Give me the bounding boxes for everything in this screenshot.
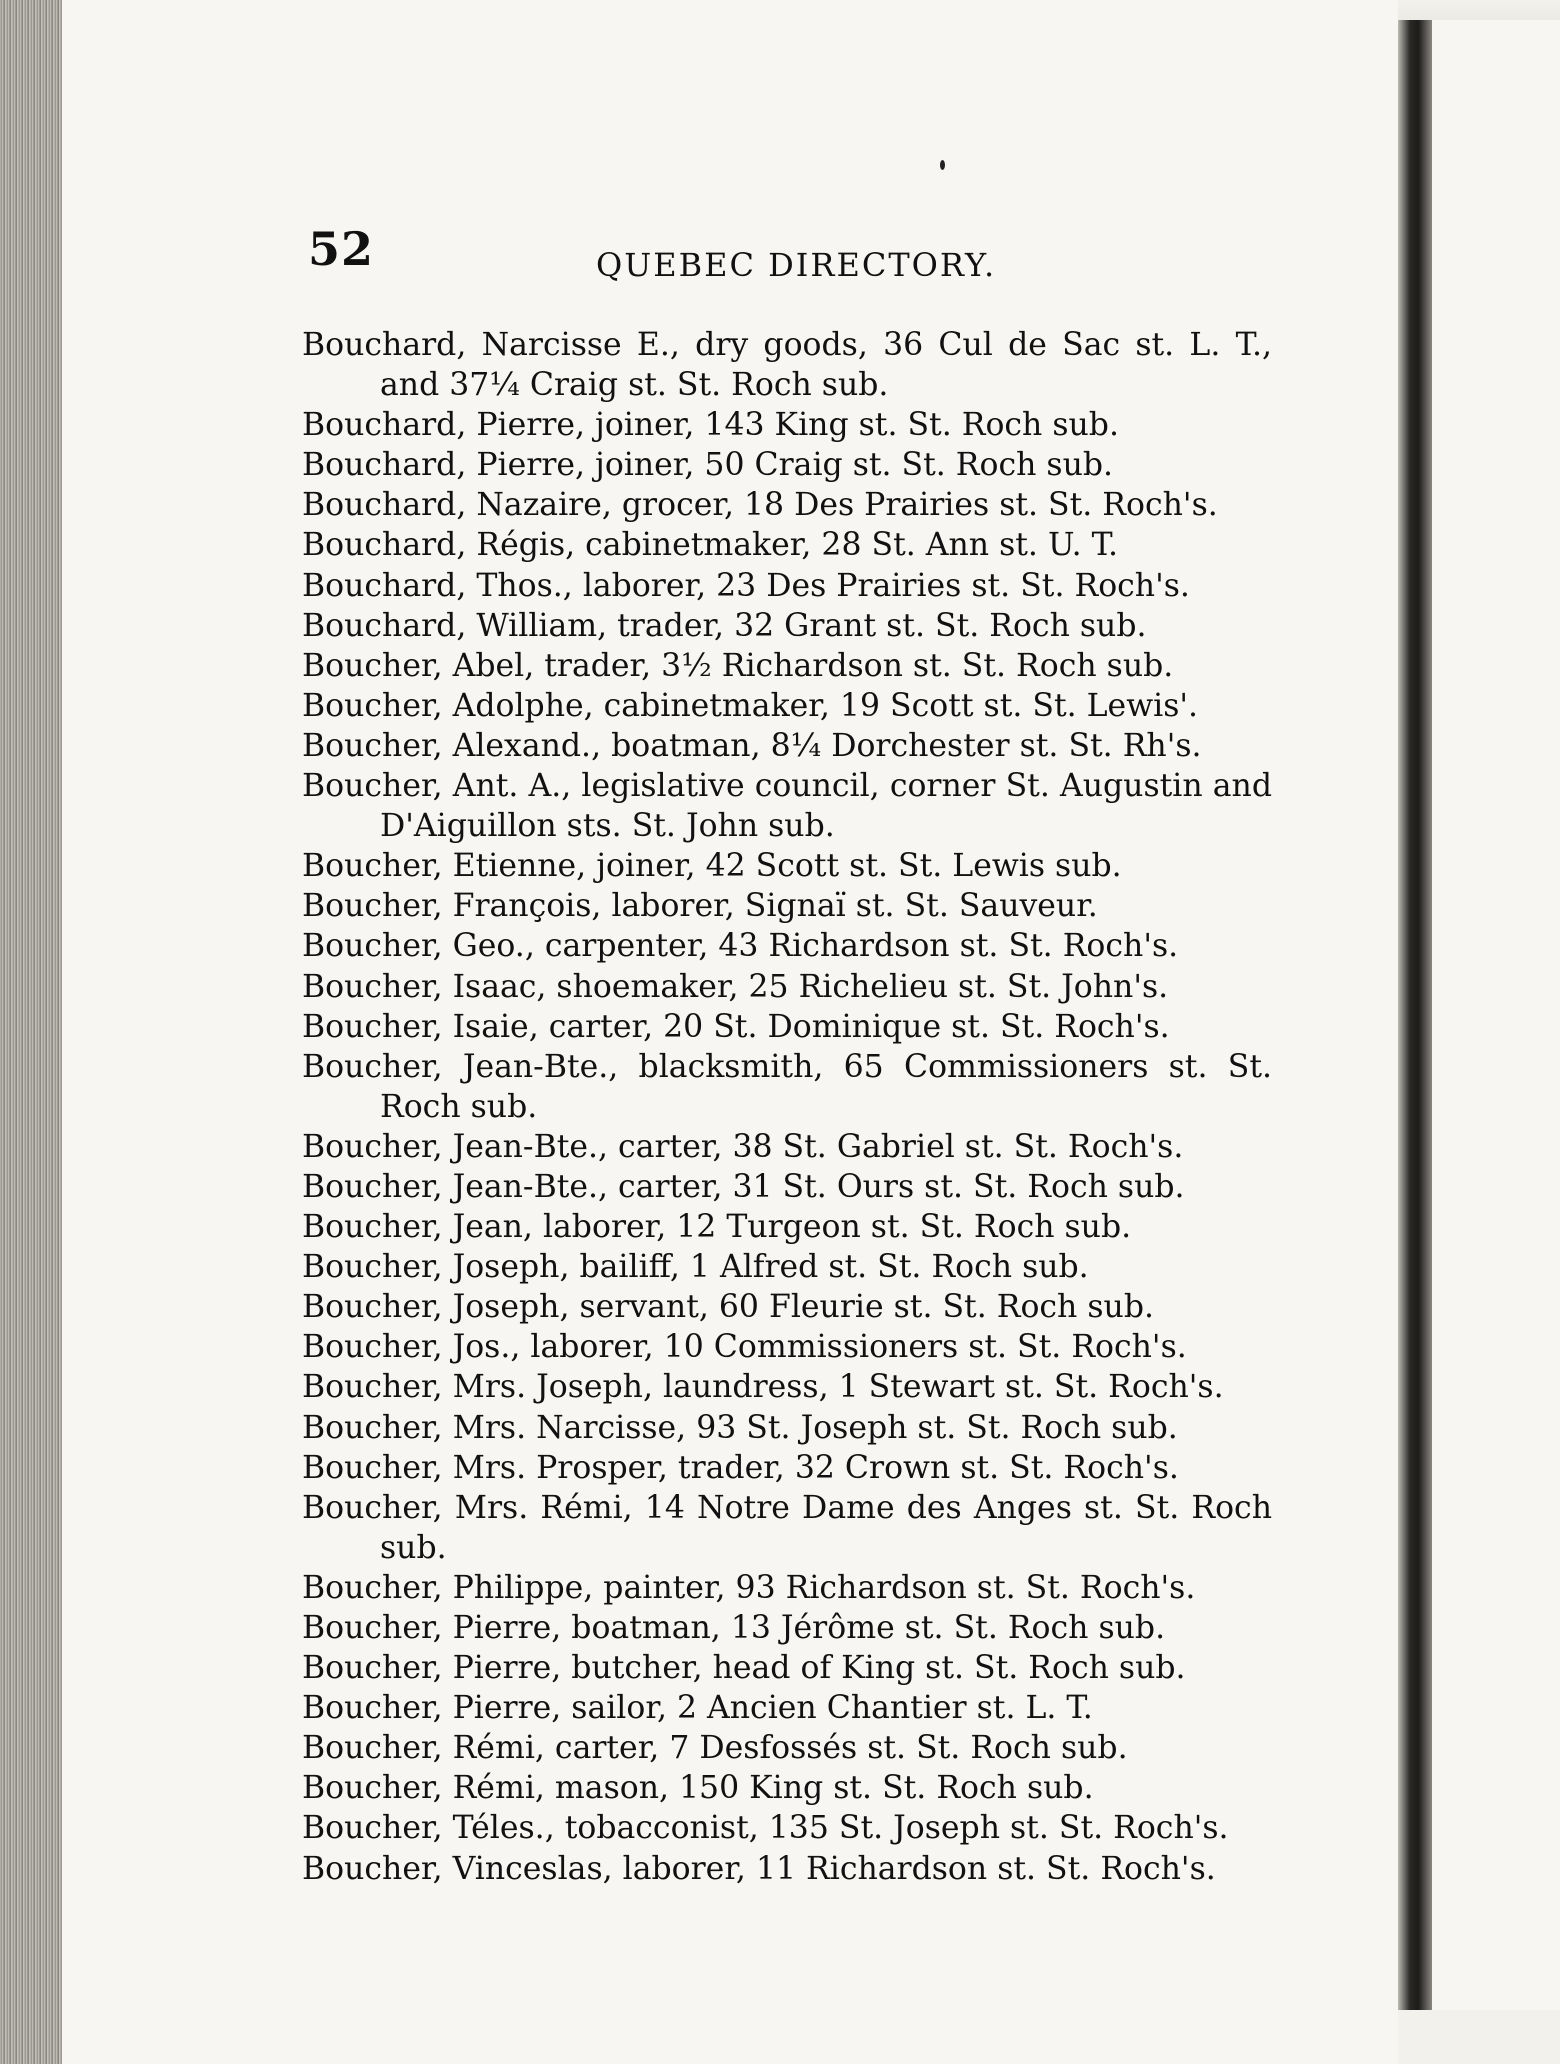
directory-entry: Boucher, Joseph, bailiff, 1 Alfred st. St. Roch sub. (302, 1249, 1089, 1286)
directory-entry: Boucher, Vinceslas, laborer, 11 Richardson st. St. Roch's. (302, 1850, 1216, 1887)
directory-entry: Boucher, Ant. A., legislative council, corner St. Augustin and D'Aiguillon sts. St. John sub. (302, 768, 1272, 845)
directory-entry: Bouchard, Régis, cabinetmaker, 28 St. Ann st. U. T. (302, 527, 1119, 564)
directory-entry: Boucher, François, laborer, Signaï st. St. Sauveur. (302, 888, 1098, 925)
directory-entry: Boucher, Mrs. Narcisse, 93 St. Joseph st. St. Roch sub. (302, 1409, 1178, 1446)
directory-entry: Boucher, Isaie, carter, 20 St. Dominique st. St. Roch's. (302, 1008, 1170, 1045)
directory-entry: Boucher, Jean-Bte., carter, 31 St. Ours st. St. Roch sub. (302, 1168, 1185, 1205)
bottom-margin (1398, 2010, 1560, 2064)
running-head: QUEBEC DIRECTORY. (596, 246, 997, 284)
directory-entry: Boucher, Téles., tobacconist, 135 St. Joseph st. St. Roch's. (302, 1810, 1229, 1847)
directory-entry: Boucher, Philippe, painter, 93 Richardson st. St. Roch's. (302, 1569, 1196, 1606)
right-page (1432, 20, 1560, 2010)
book-page-edge (0, 0, 62, 2064)
directory-entry: Boucher, Rémi, carter, 7 Desfossés st. St. Roch sub. (302, 1730, 1128, 1767)
directory-entry: Boucher, Jean-Bte., blacksmith, 65 Commissioners st. St. Roch sub. (302, 1048, 1272, 1125)
directory-entry: Boucher, Abel, trader, 3½ Richardson st. St. Roch sub. (302, 647, 1174, 684)
page-number: 52 (308, 222, 375, 276)
directory-entry: Bouchard, Narcisse E., dry goods, 36 Cul de Sac st. L. T., and 37¼ Craig st. St. Roch sub. (302, 327, 1272, 404)
directory-entry: Boucher, Pierre, boatman, 13 Jérôme st. St. Roch sub. (302, 1610, 1166, 1646)
directory-entry: Boucher, Alexand., boatman, 8¼ Dorchester st. St. Rh's. (302, 727, 1202, 764)
ink-speck (940, 160, 945, 170)
directory-entry: Boucher, Jean, laborer, 12 Turgeon st. St. Roch sub. (302, 1209, 1132, 1246)
directory-entry: Boucher, Mrs. Prosper, trader, 32 Crown st. St. Roch's. (302, 1449, 1179, 1486)
directory-entry: Boucher, Isaac, shoemaker, 25 Richelieu st. St. John's. (302, 968, 1169, 1005)
directory-entry: Bouchard, Pierre, joiner, 50 Craig st. St. Roch sub. (302, 447, 1114, 484)
directory-entry: Boucher, Mrs. Rémi, 14 Notre Dame des Anges st. St. Roch sub. (302, 1489, 1272, 1566)
directory-entries (302, 325, 1272, 1889)
directory-entry: Bouchard, Nazaire, grocer, 18 Des Prairies st. St. Roch's. (302, 487, 1218, 524)
book-gutter (1398, 20, 1432, 2020)
directory-entry: Boucher, Etienne, joiner, 42 Scott st. St. Lewis sub. (302, 848, 1122, 885)
directory-entry: Boucher, Geo., carpenter, 43 Richardson st. St. Roch's. (302, 928, 1179, 965)
directory-entry: Boucher, Adolphe, cabinetmaker, 19 Scott st. St. Lewis'. (302, 687, 1199, 724)
directory-entry: Bouchard, William, trader, 32 Grant st. St. Roch sub. (302, 607, 1147, 644)
directory-entry: Boucher, Pierre, sailor, 2 Ancien Chantier st. L. T. (302, 1690, 1093, 1727)
directory-entry: Boucher, Mrs. Joseph, laundress, 1 Stewart st. St. Roch's. (302, 1369, 1224, 1406)
directory-entry: Bouchard, Thos., laborer, 23 Des Prairies st. St. Roch's. (302, 567, 1190, 604)
directory-entry: Boucher, Pierre, butcher, head of King st. St. Roch sub. (302, 1650, 1186, 1687)
directory-entry: Boucher, Jos., laborer, 10 Commissioners st. St. Roch's. (302, 1329, 1187, 1366)
directory-entry: Boucher, Jean-Bte., carter, 38 St. Gabriel st. St. Roch's. (302, 1128, 1184, 1165)
directory-entry: Boucher, Joseph, servant, 60 Fleurie st. St. Roch sub. (302, 1289, 1154, 1326)
directory-entry: Boucher, Rémi, mason, 150 King st. St. Roch sub. (302, 1770, 1094, 1807)
directory-entry: Bouchard, Pierre, joiner, 143 King st. St. Roch sub. (302, 407, 1119, 444)
